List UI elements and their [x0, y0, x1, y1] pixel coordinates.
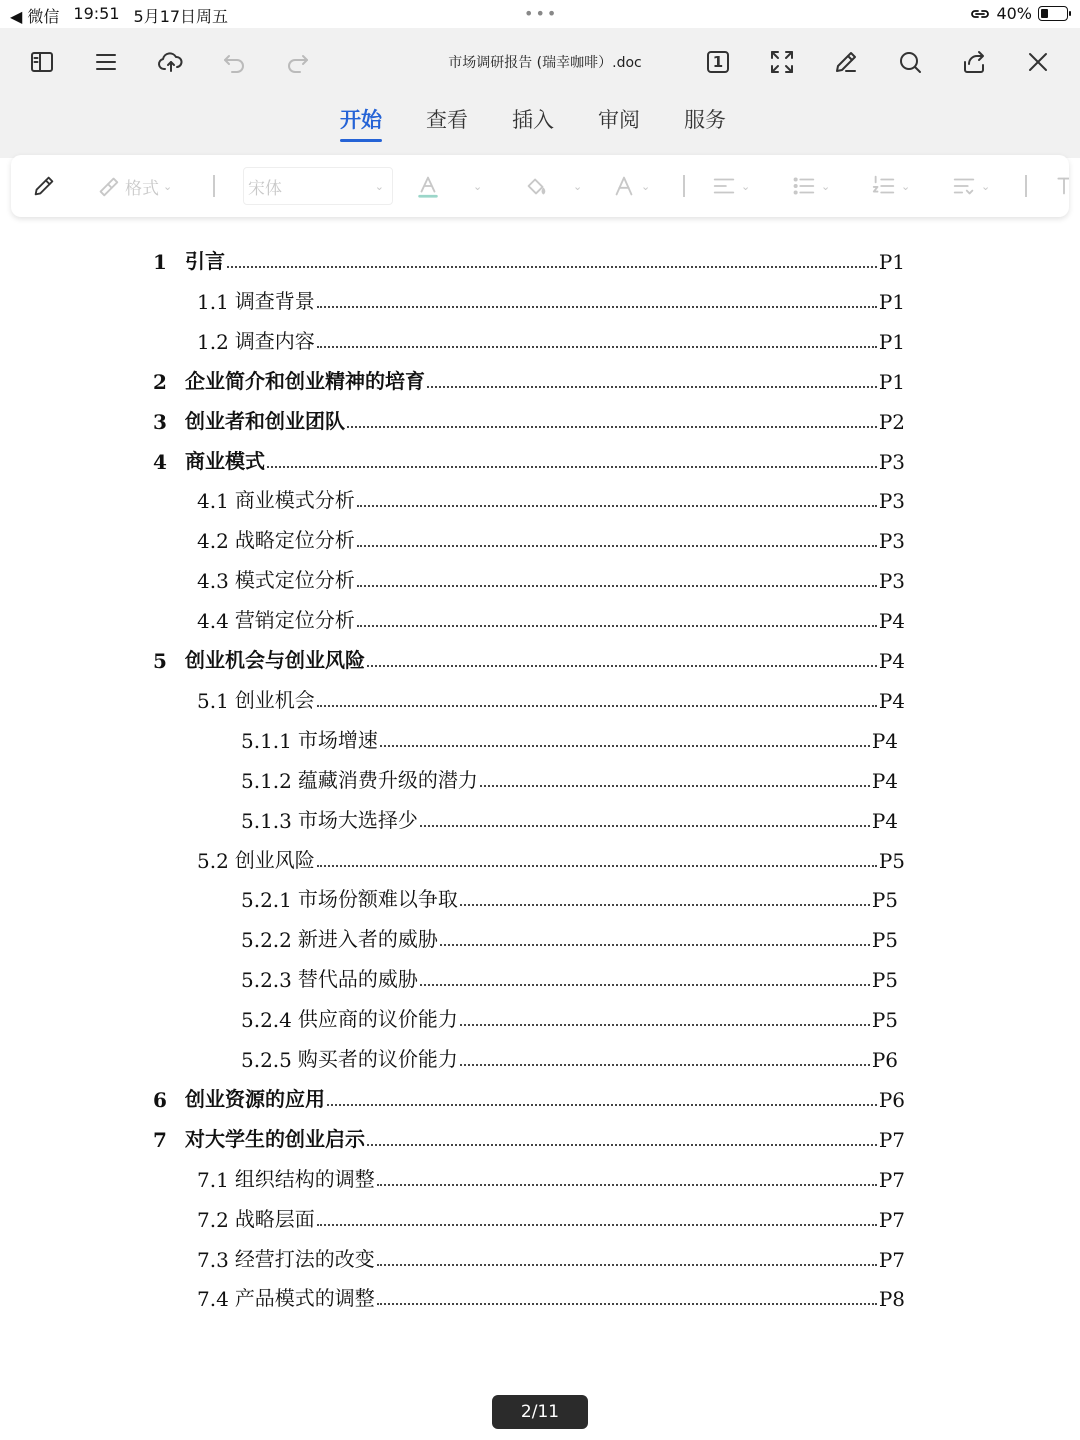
- format-brush-icon: [95, 173, 121, 199]
- toc-entry-number: 3: [153, 409, 167, 434]
- font-size-button[interactable]: [611, 171, 650, 201]
- toc-dot-leader: [347, 426, 877, 428]
- toc-entry[interactable]: [197, 553, 905, 593]
- paint-bucket-icon: [523, 173, 549, 199]
- toc-entry-number: 6: [153, 1087, 167, 1112]
- ribbon-divider: [683, 175, 685, 197]
- link-icon: [970, 7, 990, 21]
- close-button[interactable]: [1016, 44, 1060, 80]
- toc-entry-number: 5.1: [197, 688, 229, 713]
- share-icon: [960, 48, 988, 76]
- formatting-ribbon: [11, 155, 1069, 217]
- toc-entry-page: P5: [871, 888, 898, 913]
- toc-dot-leader: [317, 346, 877, 348]
- battery-icon: [1038, 6, 1068, 21]
- sidebar-toggle-button[interactable]: [20, 44, 64, 80]
- toc-entry-page: P3: [878, 449, 905, 474]
- edit-button[interactable]: [824, 44, 868, 80]
- toc-entry[interactable]: [197, 1152, 905, 1192]
- toc-entry-number: 4.2: [197, 529, 229, 554]
- status-date: 5月17日周五: [133, 7, 229, 26]
- cloud-upload-icon: [156, 48, 184, 76]
- chevron-down-icon: ⌄: [473, 179, 483, 193]
- fullscreen-button[interactable]: [760, 44, 804, 80]
- toc-dot-leader: [267, 466, 877, 468]
- toc-entry-title: 调查背景: [234, 288, 315, 313]
- status-bar: [0, 0, 1080, 28]
- page-view-button[interactable]: [696, 44, 740, 80]
- format-painter-button[interactable]: [95, 171, 172, 201]
- toc-dot-leader: [357, 585, 877, 587]
- app-toolbar: [0, 28, 1080, 158]
- font-color-dropdown[interactable]: [473, 171, 482, 201]
- toc-entry-number: 4: [153, 449, 167, 474]
- toc-entry-title: 商业模式分析: [234, 488, 355, 513]
- toc-entry[interactable]: [197, 833, 905, 873]
- pencil-icon: [832, 48, 860, 76]
- toc-entry-title: 企业简介和创业精神的培育: [185, 368, 425, 393]
- toc-dot-leader: [317, 705, 877, 707]
- toc-entry-title: 战略定位分析: [234, 528, 355, 553]
- ribbon-divider: [213, 175, 215, 197]
- tab-start[interactable]: 开始: [340, 104, 382, 142]
- search-button[interactable]: [888, 44, 932, 80]
- toc-entry-page: P8: [878, 1287, 905, 1312]
- toc-entry-page: P3: [878, 569, 905, 594]
- toc-dot-leader: [357, 505, 877, 507]
- redo-icon: [284, 48, 312, 76]
- tab-services[interactable]: 服务: [684, 108, 726, 132]
- expand-icon: [768, 48, 796, 76]
- toc-entry-title: 组织结构的调整: [234, 1166, 375, 1191]
- toc-entry[interactable]: [153, 434, 905, 474]
- edit-mode-button[interactable]: [31, 171, 57, 201]
- toc-dot-leader: [357, 625, 877, 627]
- toc-entry-page: P6: [871, 1048, 898, 1072]
- page-indicator: 2/11: [492, 1395, 588, 1429]
- toc-entry[interactable]: [241, 912, 898, 952]
- toc-dot-leader: [327, 1104, 877, 1106]
- toc-entry-page: P4: [871, 768, 898, 793]
- tab-insert[interactable]: 插入: [512, 108, 554, 132]
- toc-entry[interactable]: [153, 354, 905, 394]
- toc-entry-title: 市场份额难以争取: [297, 887, 458, 912]
- chevron-down-icon: ⌄: [981, 179, 991, 193]
- toc-entry[interactable]: [241, 713, 898, 753]
- toc-dot-leader: [420, 825, 870, 827]
- toc-entry-title: 调查内容: [234, 328, 315, 353]
- toc-entry-page: P4: [878, 688, 905, 713]
- close-icon: [1024, 48, 1052, 76]
- toc-entry-number: 5: [153, 649, 167, 673]
- toc-entry-page: P1: [878, 250, 905, 274]
- toc-entry[interactable]: [241, 952, 898, 992]
- undo-button[interactable]: [212, 44, 256, 80]
- toc-entry-page: P1: [878, 369, 905, 394]
- toc-entry-title: 购买者的议价能力: [297, 1047, 458, 1071]
- multitasking-dots-icon[interactable]: •••: [524, 4, 559, 23]
- toc-dot-leader: [317, 306, 877, 308]
- toc-entry-title: 市场增速: [297, 727, 378, 752]
- chevron-down-icon: ⌄: [741, 179, 751, 193]
- toc-entry-page: P1: [878, 329, 905, 354]
- page-badge-number: 1: [712, 53, 724, 71]
- toc-dot-leader: [427, 386, 877, 388]
- toc-entry-title: 新进入者的威胁: [297, 927, 438, 952]
- toc-entry-title: 引言: [185, 249, 225, 273]
- toc-entry-title: 战略层面: [234, 1206, 315, 1231]
- toc-entry-title: 营销定位分析: [234, 608, 355, 633]
- toc-entry-page: P5: [871, 968, 898, 993]
- bullet-list-icon: [791, 173, 817, 199]
- toc-entry-number: 1: [153, 250, 167, 274]
- line-spacing-button[interactable]: [951, 171, 990, 201]
- toc-entry[interactable]: [153, 633, 905, 673]
- hamburger-menu-icon: [92, 48, 120, 76]
- toc-entry-page: P4: [871, 728, 898, 753]
- toc-entry[interactable]: [197, 1232, 905, 1272]
- toc-dot-leader: [480, 785, 870, 787]
- toc-dot-leader: [367, 665, 877, 667]
- toc-entry[interactable]: [241, 793, 898, 833]
- toc-entry-number: 5.2: [197, 848, 229, 873]
- toc-entry-number: 4.4: [197, 609, 229, 634]
- search-icon: [896, 48, 924, 76]
- toc-entry-page: P3: [878, 489, 905, 514]
- toc-entry-page: P3: [878, 529, 905, 554]
- toc-entry-number: 5.1.3: [241, 808, 292, 833]
- toc-entry[interactable]: [153, 1072, 905, 1112]
- redo-button[interactable]: [276, 44, 320, 80]
- toc-entry-number: 7.3: [197, 1247, 229, 1272]
- toc-entry-number: 5.2.3: [241, 968, 292, 993]
- toc-dot-leader: [227, 266, 877, 268]
- font-size-icon: [611, 173, 637, 199]
- status-time: 19:51: [73, 4, 120, 23]
- pencil-icon: [31, 173, 57, 199]
- numbered-list-button[interactable]: [871, 171, 910, 201]
- toc-dot-leader: [367, 1144, 877, 1146]
- undo-icon: [220, 48, 248, 76]
- toc-entry-page: P2: [878, 409, 905, 434]
- toc-entry[interactable]: [153, 1112, 905, 1152]
- align-button[interactable]: [711, 171, 750, 201]
- toc-entry-title: 替代品的威胁: [297, 967, 418, 992]
- toc-entry-title: 创业资源的应用: [185, 1086, 325, 1111]
- toc-dot-leader: [460, 1064, 870, 1066]
- toc-entry-title: 市场大选择少: [297, 807, 418, 832]
- toc-entry-page: P6: [878, 1087, 905, 1112]
- toc-entry[interactable]: [241, 1032, 898, 1072]
- toc-entry-title: 创业风险: [234, 847, 315, 872]
- ribbon-tabs: [340, 104, 726, 142]
- numbered-list-icon: [871, 173, 897, 199]
- chevron-down-icon: ⌄: [573, 179, 583, 193]
- share-button[interactable]: [952, 44, 996, 80]
- toc-entry[interactable]: [197, 1271, 905, 1311]
- toc-entry-number: 5.1.2: [241, 768, 292, 793]
- toc-dot-leader: [440, 944, 870, 946]
- toc-entry-title: 商业模式: [185, 448, 265, 473]
- text-tool-icon: [1051, 173, 1069, 199]
- toc-entry[interactable]: [197, 473, 905, 513]
- toc-entry[interactable]: [197, 274, 905, 314]
- highlight-color-button[interactable]: [523, 171, 549, 201]
- toc-entry-page: P5: [871, 1008, 898, 1033]
- toc-entry-page: P7: [878, 1127, 905, 1152]
- bullet-list-button[interactable]: [791, 171, 830, 201]
- toc-entry[interactable]: [153, 394, 905, 434]
- toc-dot-leader: [420, 984, 870, 986]
- tab-view[interactable]: 查看: [426, 108, 468, 132]
- toc-entry-page: P1: [878, 289, 905, 314]
- sidebar-icon: [28, 48, 56, 76]
- toc-entry-number: 1.2: [197, 329, 229, 354]
- toc-entry-title: 创业机会: [234, 687, 315, 712]
- toc-dot-leader: [317, 1224, 877, 1226]
- toc-entry-number: 5.1.1: [241, 728, 292, 753]
- chevron-down-icon: ⌄: [641, 179, 651, 193]
- toc-dot-leader: [460, 904, 870, 906]
- toc-entry-page: P4: [878, 649, 905, 673]
- toc-dot-leader: [380, 745, 870, 747]
- toc-entry-number: 4.1: [197, 489, 229, 514]
- toc-entry-number: 2: [153, 369, 167, 394]
- toc-entry-number: 4.3: [197, 569, 229, 594]
- more-tools-button[interactable]: [1051, 171, 1069, 201]
- back-to-wechat-link[interactable]: ◀ 微信: [10, 7, 60, 26]
- toc-entry-page: P4: [878, 609, 905, 634]
- toc-entry-number: 7.4: [197, 1287, 229, 1312]
- toc-entry-page: P7: [878, 1167, 905, 1192]
- menu-button[interactable]: [84, 44, 128, 80]
- toc-entry[interactable]: [241, 753, 898, 793]
- toc-entry-title: 对大学生的创业启示: [185, 1126, 365, 1151]
- battery-percent: 40%: [996, 4, 1032, 23]
- toc-entry-title: 创业者和创业团队: [185, 408, 345, 433]
- highlight-color-dropdown[interactable]: [573, 171, 582, 201]
- toc-entry-page: P4: [871, 808, 898, 833]
- toc-entry-title: 产品模式的调整: [234, 1286, 375, 1311]
- chevron-down-icon: ⌄: [821, 179, 831, 193]
- toc-entry[interactable]: [197, 1192, 905, 1232]
- toc-entry[interactable]: [197, 673, 905, 713]
- toc-entry-number: 7: [153, 1127, 167, 1152]
- toc-dot-leader: [317, 865, 877, 867]
- font-color-icon: [415, 173, 441, 199]
- tab-review[interactable]: 审阅: [598, 108, 640, 132]
- align-left-icon: [711, 173, 737, 199]
- toc-entry[interactable]: [241, 992, 898, 1032]
- ribbon-divider: [1025, 175, 1027, 197]
- toc-entry-title: 经营打法的改变: [234, 1246, 375, 1271]
- format-label: 格式: [125, 178, 159, 199]
- toc-entry-number: 5.2.2: [241, 928, 292, 953]
- toc-entry-page: P7: [878, 1207, 905, 1232]
- chevron-down-icon: ⌄: [374, 179, 384, 193]
- toc-entry[interactable]: [197, 593, 905, 633]
- font-family-value: 宋体: [248, 178, 282, 199]
- toc-entry-number: 7.2: [197, 1207, 229, 1232]
- toc-entry-title: 创业机会与创业风险: [185, 648, 365, 672]
- toc-dot-leader: [377, 1184, 877, 1186]
- toc-entry[interactable]: [241, 872, 898, 912]
- toc-entry[interactable]: [197, 513, 905, 553]
- chevron-down-icon: ⌄: [163, 179, 173, 193]
- toc-entry[interactable]: [197, 314, 905, 354]
- toc-entry-number: 5.2.5: [241, 1048, 292, 1072]
- toc-entry-page: P5: [871, 928, 898, 953]
- toc-entry-number: 7.1: [197, 1167, 229, 1192]
- toc-dot-leader: [377, 1264, 877, 1266]
- chevron-down-icon: ⌄: [901, 179, 911, 193]
- toc-entry[interactable]: [153, 234, 905, 274]
- document-title[interactable]: 市场调研报告 (瑞幸咖啡）.doc: [448, 55, 642, 71]
- line-spacing-icon: [951, 173, 977, 199]
- toc-dot-leader: [377, 1303, 877, 1305]
- toc-dot-leader: [460, 1024, 870, 1026]
- font-color-button[interactable]: [415, 171, 441, 201]
- font-family-select[interactable]: [243, 167, 393, 205]
- toc-entry-number: 5.2.1: [241, 888, 292, 913]
- toc-entry-title: 蕴藏消费升级的潜力: [297, 767, 478, 792]
- toc-entry-page: P5: [878, 848, 905, 873]
- toc-dot-leader: [357, 545, 877, 547]
- toc-entry-title: 供应商的议价能力: [297, 1007, 458, 1032]
- cloud-sync-button[interactable]: [148, 44, 192, 80]
- toc-entry-title: 模式定位分析: [234, 568, 355, 593]
- toc-entry-number: 1.1: [197, 289, 229, 314]
- toc-entry-number: 5.2.4: [241, 1008, 292, 1033]
- toc-entry-page: P7: [878, 1247, 905, 1272]
